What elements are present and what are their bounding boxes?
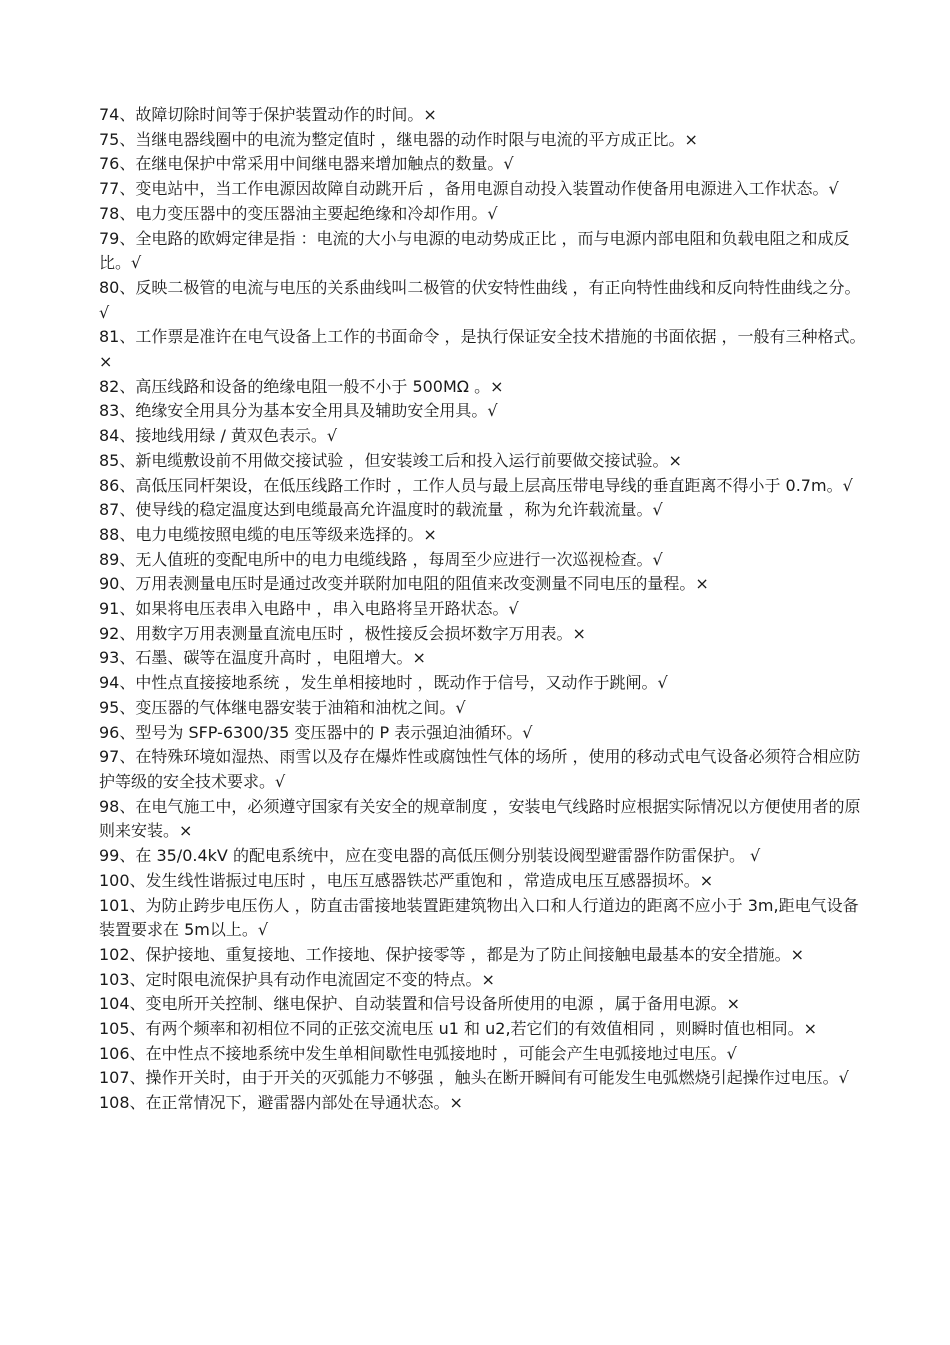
question-item: 80、反映二极管的电流与电压的关系曲线叫二极管的伏安特性曲线 ，有正向特性曲线和反向特性曲线之分。√ — [99, 277, 861, 322]
question-item: 106、在中性点不接地系统中发生单相间歇性电弧接地时 ，可能会产生电弧接地过电压。√ — [99, 1043, 737, 1063]
question-item: 82、高压线路和设备的绝缘电阻一般不小于 500MΩ 。× — [99, 376, 504, 396]
question-item: 99、在 35/0.4kV 的配电系统中，应在变电器的高低压侧分别装设阀型避雷器作防雷保护。 √ — [99, 846, 761, 866]
question-item: 78、电力变压器中的变压器油主要起绝缘和冷却作用。√ — [99, 203, 498, 223]
question-item: 89、无人值班的变配电所中的电力电缆线路 ，每周至少应进行一次巡视检查。√ — [99, 549, 663, 569]
question-item: 108、在正常情况下，避雷器内部处在导通状态。× — [99, 1093, 463, 1113]
question-item: 101、为防止跨步电压伤人 ，防直击雷接地装置距建筑物出入口和人行道边的距离不应小于 3m,距电气设备装置要求在 5m以上。√ — [99, 895, 859, 940]
question-item: 83、绝缘安全用具分为基本安全用具及辅助安全用具。√ — [99, 401, 498, 421]
question-item: 87、使导线的稳定温度达到电缆最高允许温度时的载流量 ，称为允许载流量。√ — [99, 500, 663, 520]
question-item: 88、电力电缆按照电缆的电压等级来选择的。× — [99, 524, 437, 544]
question-item: 91、如果将电压表串入电路中 ，串入电路将呈开路状态。√ — [99, 599, 519, 619]
question-item: 76、在继电保护中常采用中间继电器来增加触点的数量。√ — [99, 154, 514, 174]
question-item: 77、变电站中，当工作电源因故障自动跳开后 ，备用电源自动投入装置动作使备用电源进入工作状态。√ — [99, 179, 839, 199]
question-item: 107、操作开关时，由于开关的灭弧能力不够强 ，触头在断开瞬间有可能发生电弧燃烧引起操作过电压。√ — [99, 1068, 849, 1088]
question-item: 79、全电路的欧姆定律是指 ：电流的大小与电源的电动势成正比 ，而与电源内部电阻和负载电阻之和成反比。√ — [99, 228, 850, 273]
question-item: 94、中性点直接接地系统 ，发生单相接地时 ，既动作于信号，又动作于跳闸。√ — [99, 673, 668, 693]
question-item: 100、发生线性谐振过电压时 ，电压互感器铁芯严重饱和 ，常造成电压互感器损坏。× — [99, 870, 714, 890]
question-item: 97、在特殊环境如湿热、雨雪以及存在爆炸性或腐蚀性气体的场所 ，使用的移动式电气设备必须符合相应防护等级的安全技术要求。√ — [99, 747, 861, 791]
question-item: 81、工作票是准许在电气设备上工作的书面命令 ，是执行保证安全技术措施的书面依据 ，一般有三种格式。× — [99, 327, 866, 372]
question-item: 86、高低压同杆架设，在低压线路工作时 ，工作人员与最上层高压带电导线的垂直距离不得小于 0.7m。√ — [99, 475, 853, 495]
question-item: 74、故障切除时间等于保护装置动作的时间。× — [99, 105, 437, 124]
question-list — [99, 103, 869, 1116]
question-item: 102、保护接地、重复接地、工作接地、保护接零等 ，都是为了防止间接触电最基本的安全措施。× — [99, 944, 805, 964]
question-item: 75、当继电器线圈中的电流为整定值时 ，继电器的动作时限与电流的平方成正比。× — [99, 129, 698, 149]
question-item: 95、变压器的气体继电器安装于油箱和油枕之间。√ — [99, 697, 466, 717]
question-item: 90、万用表测量电压时是通过改变并联附加电阻的阻值来改变测量不同电压的量程。× — [99, 574, 709, 594]
question-item: 103、定时限电流保护具有动作电流固定不变的特点。× — [99, 969, 495, 989]
question-item: 104、变电所开关控制、继电保护、自动装置和信号设备所使用的电源 ，属于备用电源。× — [99, 994, 741, 1014]
question-item: 105、有两个频率和初相位不同的正弦交流电压 u1 和 u2,若它们的有效值相同 ，则瞬时值也相同。× — [99, 1019, 818, 1039]
question-item: 93、石墨、碳等在温度升高时 ，电阻增大。× — [99, 648, 426, 668]
question-item: 96、型号为 SFP-6300/35 变压器中的 P 表示强迫油循环。√ — [99, 722, 533, 742]
question-item: 92、用数字万用表测量直流电压时 ，极性接反会损坏数字万用表。× — [99, 623, 586, 643]
question-item: 84、接地线用绿 / 黄双色表示。√ — [99, 426, 338, 446]
question-item: 98、在电气施工中，必须遵守国家有关安全的规章制度 ，安装电气线路时应根据实际情况以方便使用者的原则来安装。× — [99, 796, 861, 841]
question-item: 85、新电缆敷设前不用做交接试验 ，但安装竣工后和投入运行前要做交接试验。× — [99, 450, 682, 470]
